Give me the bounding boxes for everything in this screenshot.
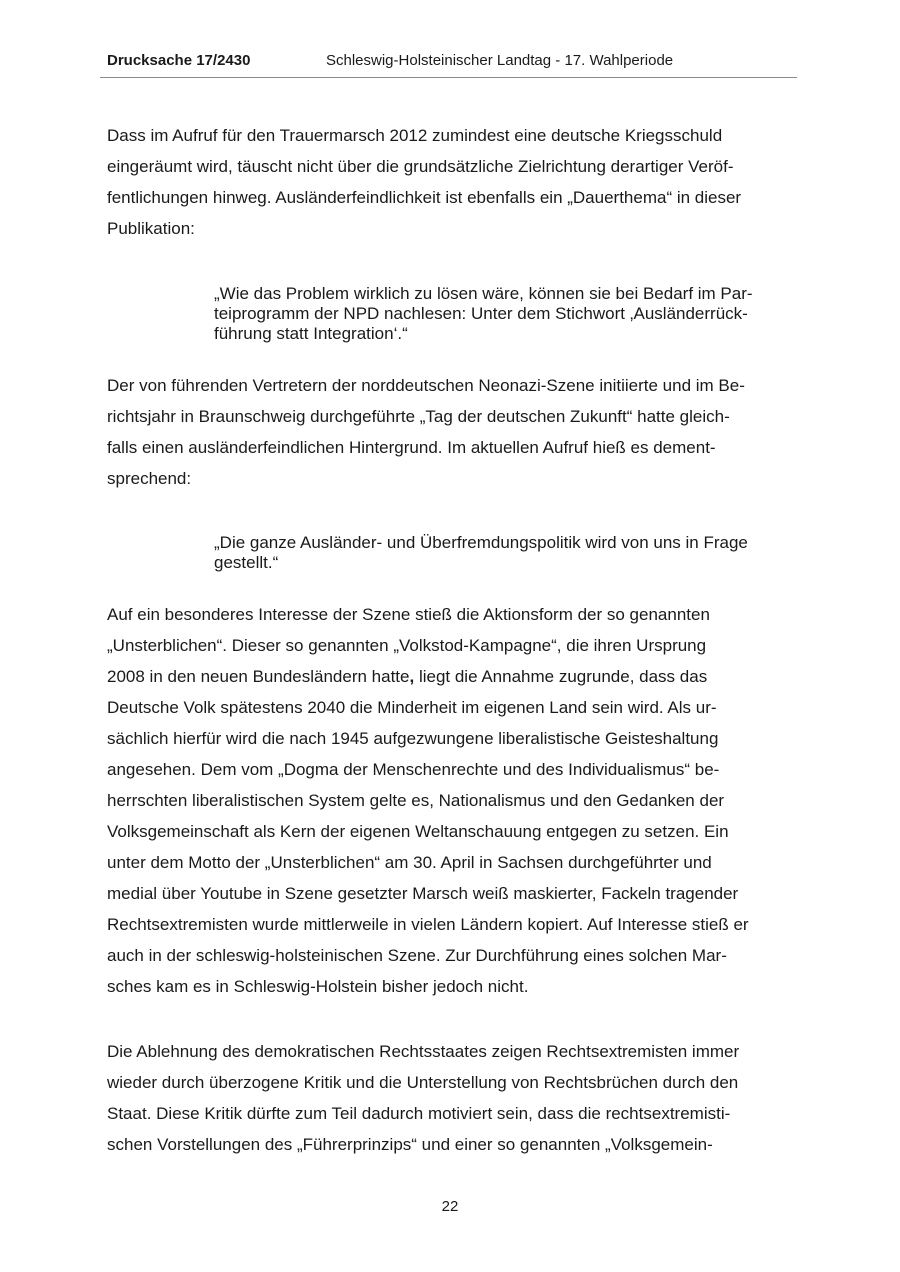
quote-line: teiprogramm der NPD nachlesen: Unter dem Stichwort ‚Ausländerrück-	[214, 304, 748, 323]
text-line: richtsjahr in Braunschweig durchgeführte „Tag der deutschen Zukunft“ hatte gleich-	[107, 407, 730, 426]
text-line: falls einen ausländerfeindlichen Hintergrund. Im aktuellen Aufruf hieß es dement-	[107, 438, 716, 457]
text-line: „Unsterblichen“. Dieser so genannten „Volkstod-Kampagne“, die ihren Ursprung	[107, 636, 707, 655]
text-line: Publikation:	[107, 219, 195, 238]
text-segment: liegt die Annahme zugrunde, dass das	[418, 667, 708, 686]
text-line: Deutsche Volk spätestens 2040 die Minderheit im eigenen Land sein wird. Als ur-	[107, 698, 717, 717]
text-line: Die Ablehnung des demokratischen Rechtsstaates zeigen Rechtsextremisten immer	[107, 1042, 740, 1061]
text-line: herrschten liberalistischen System gelte es, Nationalismus und den Gedanken der	[107, 791, 725, 810]
quote-line: „Wie das Problem wirklich zu lösen wäre, können sie bei Bedarf im Par-	[214, 284, 753, 303]
header-title: Schleswig-Holsteinischer Landtag - 17. Wahlperiode	[326, 52, 674, 69]
text-line: sächlich hierfür wird die nach 1945 aufgezwungene liberalistische Geisteshaltung	[107, 729, 719, 748]
quote-line: gestellt.“	[214, 553, 279, 572]
text-line: unter dem Motto der „Unsterblichen“ am 30. April in Sachsen durchgeführter und	[107, 853, 712, 872]
text-line: Dass im Aufruf für den Trauermarsch 2012 zumindest eine deutsche Kriegsschuld	[107, 126, 723, 145]
text-line: eingeräumt wird, täuscht nicht über die grundsätzliche Zielrichtung derartiger Veröf-	[107, 157, 734, 176]
page-header	[100, 52, 797, 78]
text-line: Volksgemeinschaft als Kern der eigenen Weltanschauung entgegen zu setzen. Ein	[107, 822, 729, 841]
text-line: wieder durch überzogene Kritik und die Unterstellung von Rechtsbrüchen durch den	[107, 1073, 739, 1092]
text-line	[107, 667, 707, 687]
text-line: auch in der schleswig-holsteinischen Szene. Zur Durchführung eines solchen Mar-	[107, 946, 727, 965]
text-line: schen Vorstellungen des „Führerprinzips“ und einer so genannten „Volksgemein-	[107, 1135, 713, 1154]
text-line: angesehen. Dem vom „Dogma der Menschenrechte und des Individualismus“ be-	[107, 760, 720, 779]
page-number: 22	[441, 1198, 459, 1215]
document-number: Drucksache 17/2430	[107, 52, 251, 69]
text-line: Staat. Diese Kritik dürfte zum Teil dadurch motiviert sein, dass die rechtsextremisti-	[107, 1104, 731, 1123]
text-line: sprechend:	[107, 469, 192, 488]
quote-line: führung statt Integration‘.“	[214, 324, 408, 343]
text-line: Der von führenden Vertretern der norddeutschen Neonazi-Szene initiierte und im Be-	[107, 376, 745, 395]
text-line: Rechtsextremisten wurde mittlerweile in vielen Ländern kopiert. Auf Interesse stieß er	[107, 915, 749, 934]
text-line: medial über Youtube in Szene gesetzter Marsch weiß maskierter, Fackeln tragender	[107, 884, 739, 903]
text-line: sches kam es in Schleswig-Holstein bisher jedoch nicht.	[107, 977, 529, 996]
text-segment: 2008 in den neuen Bundesländern hatte	[107, 667, 410, 686]
bold-comma: ,	[409, 667, 419, 686]
quote-line: „Die ganze Ausländer- und Überfremdungspolitik wird von uns in Frage	[214, 533, 748, 552]
text-line: Auf ein besonderes Interesse der Szene stieß die Aktionsform der so genannten	[107, 605, 710, 624]
text-line: fentlichungen hinweg. Ausländerfeindlichkeit ist ebenfalls ein „Dauerthema“ in dieser	[107, 188, 742, 207]
